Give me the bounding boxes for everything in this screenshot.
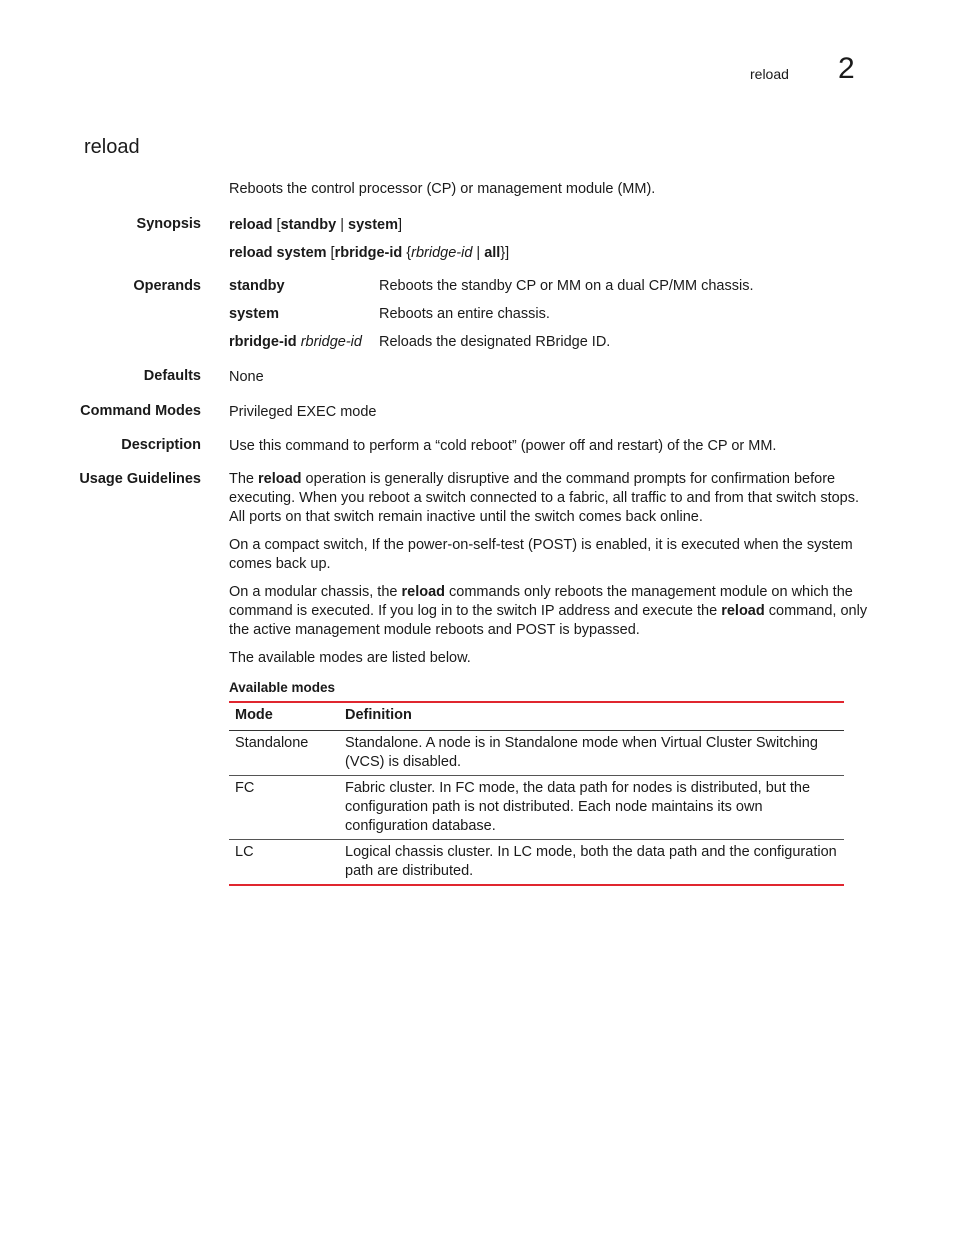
chapter-number: 2 [838,52,855,85]
usage-p1-post: operation is generally disruptive and the command prompts for confirmation before executing. When you reboot a switch connected to a fabric, all traffic to and from that switch stops. All ports on that switch remain inactive until the switch comes back online. [229,471,859,525]
command-modes-value: Privileged EXEC mode [229,404,377,420]
operand-kw-rbridge: rbridge-id [229,334,297,350]
usage-paragraph-2: On a compact switch, If the power-on-self-test (POST) is enabled, it is executed when the system comes back up. [229,537,853,572]
synopsis-line-2 [229,244,509,263]
table-cell-definition: Fabric cluster. In FC mode, the data path for nodes is distributed, but the configuration path is not distributed. Each node maintains its own configuration database. [345,780,811,834]
table-caption: Available modes [229,680,336,695]
synopsis-opt-standby: standby [280,217,337,233]
usage-p1-pre: The [229,471,259,487]
description-value: Use this command to perform a “cold reboot” (power off and restart) of the CP or MM. [229,438,777,454]
table-cell-mode: Standalone [235,735,309,751]
table-header-row [229,703,844,731]
table-header-definition: Definition [345,707,412,723]
synopsis-bracket-close: ] [397,217,403,233]
label-description: Description [121,437,201,453]
operand-desc-standby: Reboots the standby CP or MM on a dual CP/MM chassis. [379,278,754,294]
defaults-value: None [229,369,264,385]
synopsis-sep: | [336,217,348,233]
operand-term-system: system [229,306,279,322]
table-row [229,839,844,884]
usage-paragraph-4: The available modes are listed below. [229,650,471,666]
synopsis-opt-system: system [348,217,398,233]
operand-term-rbridge [229,334,362,350]
synopsis-var-rbridge: rbridge-id [411,245,473,261]
synopsis-cmd: reload [229,217,273,233]
label-defaults: Defaults [143,368,201,384]
table-row [229,775,844,839]
command-intro: Reboots the control processor (CP) or management module (MM). [229,181,656,197]
command-title: reload [84,136,140,158]
table-cell-definition: Standalone. A node is in Standalone mode when Virtual Cluster Switching (VCS) is disabled. [345,735,818,770]
operand-desc-rbridge: Reloads the designated RBridge ID. [379,334,611,350]
table-cell-definition: Logical chassis cluster. In LC mode, both the data path and the configuration path are distributed. [345,844,837,879]
synopsis-line-1 [229,216,402,235]
synopsis-kw-all: all [484,245,501,261]
usage-p1-keyword: reload [258,471,302,487]
table-cell-mode: FC [235,780,255,796]
synopsis-brace: { [402,245,412,261]
synopsis-sep-2: | [472,245,485,261]
table-cell-mode: LC [235,844,254,860]
synopsis-cmd-2: reload system [229,245,327,261]
usage-p3-mid: commands only reboots the management module on which the command is executed. If you log in to the switch IP address and execute the [229,584,853,619]
usage-p3-keyword-2: reload [721,603,765,619]
operand-desc-system: Reboots an entire chassis. [379,306,550,322]
usage-p3-post: command, only the active management module reboots and POST is bypassed. [229,603,868,638]
running-header-title: reload [750,66,789,82]
available-modes-table [229,701,844,886]
usage-p3-pre: On a modular chassis, the [229,584,402,600]
synopsis-kw-rbridge: rbridge-id [334,245,403,261]
label-usage-guidelines: Usage Guidelines [79,471,201,487]
usage-paragraph-1 [229,470,869,527]
label-operands: Operands [133,278,201,294]
operand-var-rbridge: rbridge-id [296,334,362,350]
table-row [229,731,844,775]
label-command-modes: Command Modes [80,403,201,419]
synopsis-bracket-2: [ [326,245,335,261]
operand-term-standby: standby [229,278,285,294]
label-synopsis: Synopsis [136,216,201,232]
usage-p3-keyword-1: reload [401,584,445,600]
table-header-mode: Mode [235,707,273,723]
usage-paragraph-3 [229,583,869,640]
synopsis-bracket: [ [272,217,281,233]
synopsis-end: }] [500,245,510,261]
